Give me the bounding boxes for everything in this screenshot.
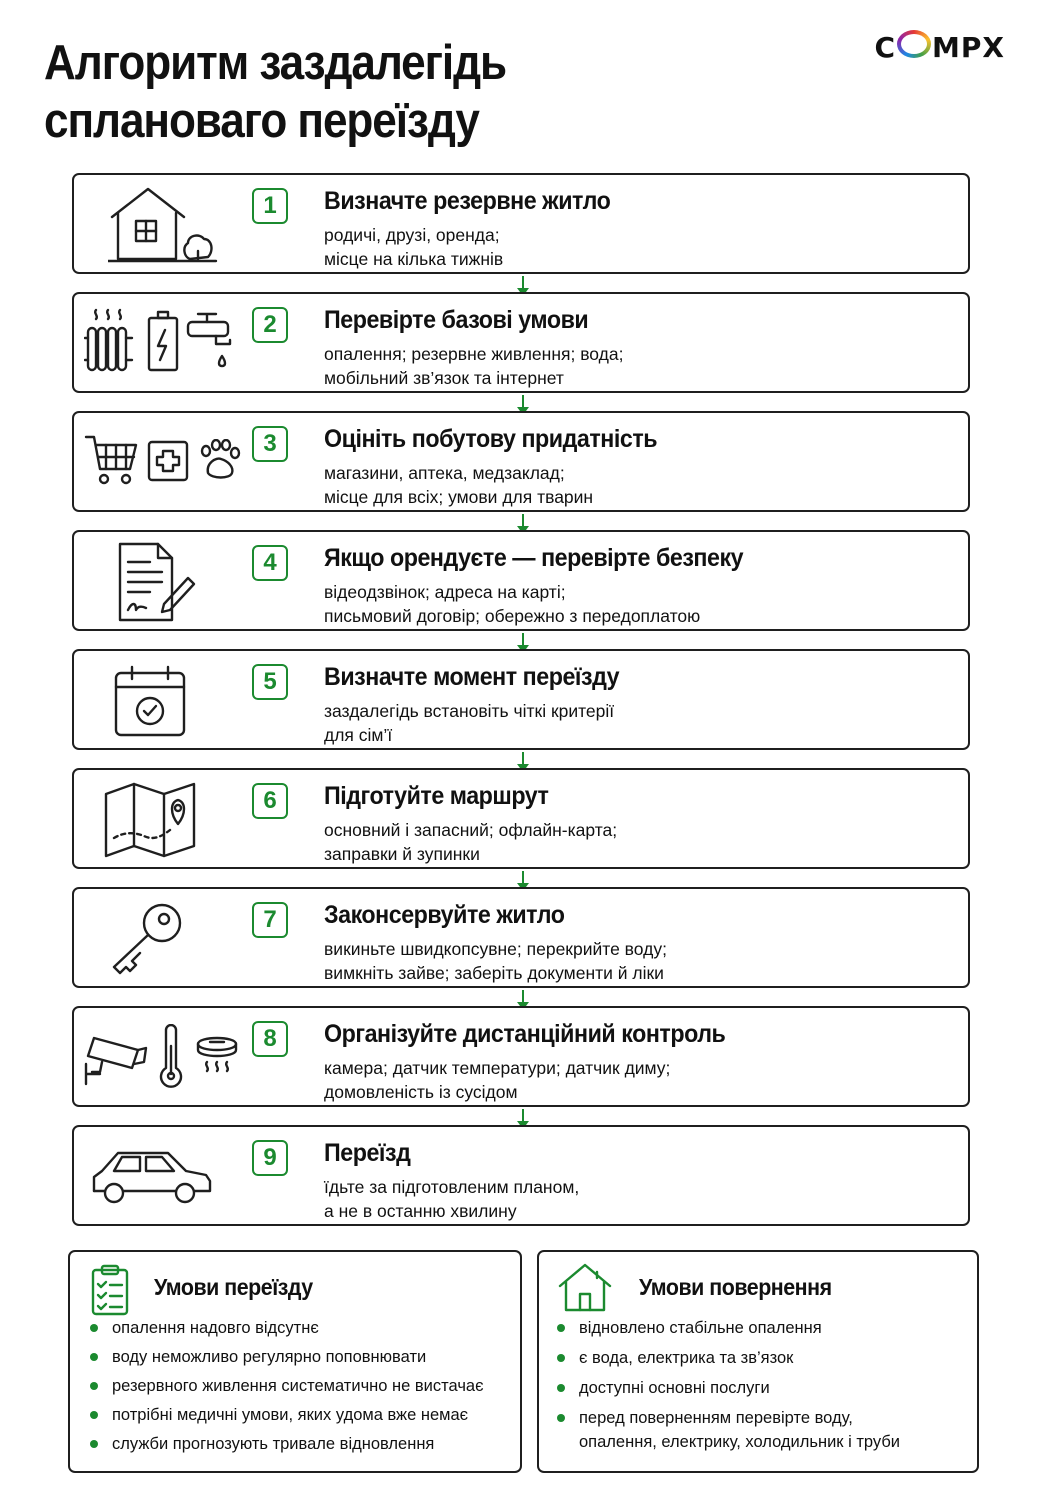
step-icons-7: [82, 895, 246, 980]
step-description-line: опалення; резервне живлення; вода;: [324, 344, 624, 364]
step-description-5: [324, 699, 614, 747]
list-item: воду неможливо регулярно поповнювати: [90, 1345, 484, 1369]
move-conditions-panel: [68, 1250, 522, 1473]
page-title: [44, 34, 506, 150]
step-icons-2: [82, 300, 246, 385]
list-item: резервного живлення систематично не вистачає: [90, 1374, 484, 1398]
list-item-line: перед поверненням перевірте воду,: [579, 1409, 853, 1427]
step-description-line: їдьте за підготовленим планом,: [324, 1177, 580, 1197]
step-card-4: [72, 530, 970, 631]
step-number-6: 6: [252, 783, 288, 819]
battery-icon: [146, 310, 180, 372]
flow-arrow: [522, 871, 524, 887]
calendar-check-icon: [112, 663, 188, 739]
step-description-3: [324, 461, 593, 509]
step-number-3: 3: [252, 426, 288, 462]
step-description-8: [324, 1056, 670, 1104]
step-title-2: Перевірте базові умови: [324, 306, 589, 334]
step-description-line: для сім’ї: [324, 725, 393, 745]
logo-text-start: C: [874, 31, 897, 64]
step-card-9: [72, 1125, 970, 1226]
step-number-7: 7: [252, 902, 288, 938]
step-description-7: [324, 937, 667, 985]
contract-icon: [116, 540, 200, 624]
list-item: потрібні медичні умови, яких удома вже немає: [90, 1403, 484, 1427]
compx-logo: [874, 30, 1005, 64]
step-icons-3: [82, 419, 246, 504]
flow-arrow: [522, 752, 524, 768]
first-aid-icon: [146, 439, 190, 485]
step-icons-4: [82, 538, 246, 623]
step-description-line: камера; датчик температури; датчик диму;: [324, 1058, 671, 1078]
step-card-3: [72, 411, 970, 512]
flow-arrow: [522, 633, 524, 649]
step-card-5: [72, 649, 970, 750]
step-description-line: а не в останню хвилину: [324, 1201, 517, 1221]
move-conditions-title: Умови переїзду: [154, 1274, 313, 1300]
checklist-icon: [90, 1264, 130, 1316]
return-conditions-list: [557, 1316, 900, 1454]
step-icons-1: [82, 181, 246, 266]
step-description-line: родичі, друзі, оренда;: [324, 225, 500, 245]
security-camera-icon: [82, 1028, 150, 1090]
thermometer-icon: [156, 1024, 186, 1090]
step-description-line: магазини, аптека, медзаклад;: [324, 463, 565, 483]
step-card-1: [72, 173, 970, 274]
flow-arrow: [522, 1109, 524, 1125]
list-item: є вода, електрика та зв’язок: [557, 1346, 900, 1370]
step-description-line: відеодзвінок; адреса на карті;: [324, 582, 566, 602]
step-description-line: заправки й зупинки: [324, 844, 480, 864]
step-title-9: Переїзд: [324, 1139, 411, 1167]
logo-ring-icon: [897, 30, 931, 58]
step-card-2: [72, 292, 970, 393]
step-description-line: основний і запасний; офлайн-карта;: [324, 820, 618, 840]
step-description-line: заздалегідь встановіть чіткі критерії: [324, 701, 615, 721]
step-number-4: 4: [252, 545, 288, 581]
step-number-9: 9: [252, 1140, 288, 1176]
return-conditions-title: Умови повернення: [639, 1274, 832, 1300]
step-title-8: Організуйте дистанційний контроль: [324, 1020, 726, 1048]
list-item: [557, 1406, 900, 1454]
radiator-icon: [84, 308, 140, 374]
list-item: опалення надовго відсутнє: [90, 1316, 484, 1340]
map-icon: [102, 780, 198, 860]
flow-arrow: [522, 276, 524, 292]
step-description-line: письмовий договір; обережно з передоплатою: [324, 606, 701, 626]
step-description-9: [324, 1175, 579, 1223]
step-title-3: Оцініть побутову придатність: [324, 425, 658, 453]
step-title-4: Якщо орендуєте — перевірте безпеку: [324, 544, 744, 572]
step-description-1: [324, 223, 503, 271]
move-conditions-list: [90, 1316, 484, 1456]
step-description-2: [324, 342, 623, 390]
step-number-8: 8: [252, 1021, 288, 1057]
step-description-line: місце для всіх; умови для тварин: [324, 487, 594, 507]
page-title-line-2: сплановаго переїзду: [44, 94, 479, 148]
step-card-8: [72, 1006, 970, 1107]
steps-list: [72, 173, 970, 1226]
water-tap-icon: [186, 308, 238, 374]
step-title-1: Визначте резервне житло: [324, 187, 611, 215]
flow-arrow: [522, 395, 524, 411]
step-title-6: Підготуйте маршрут: [324, 782, 549, 810]
step-number-1: 1: [252, 188, 288, 224]
step-icons-8: [82, 1014, 246, 1099]
step-description-6: [324, 818, 617, 866]
list-item-line: опалення, електрику, холодильник і труби: [579, 1433, 900, 1451]
step-number-2: 2: [252, 307, 288, 343]
step-title-7: Законсервуйте житло: [324, 901, 565, 929]
step-description-line: вимкніть зайве; заберіть документи й ліки: [324, 963, 664, 983]
step-icons-9: [82, 1133, 246, 1218]
house-icon: [557, 1262, 613, 1314]
return-conditions-panel: [537, 1250, 979, 1473]
house-with-tree-icon: [108, 185, 218, 265]
step-card-7: [72, 887, 970, 988]
list-item: доступні основні послуги: [557, 1376, 900, 1400]
car-icon: [90, 1145, 214, 1211]
step-number-5: 5: [252, 664, 288, 700]
page-title-line-1: Алгоритм заздалегідь: [44, 36, 507, 90]
shopping-cart-icon: [84, 433, 140, 489]
key-icon: [106, 901, 186, 977]
smoke-detector-icon: [194, 1028, 240, 1084]
paw-icon: [196, 439, 242, 485]
step-description-line: домовленість із сусідом: [324, 1082, 518, 1102]
list-item: служби прогнозують тривале відновлення: [90, 1432, 484, 1456]
step-card-6: [72, 768, 970, 869]
step-description-line: мобільний зв’язок та інтернет: [324, 368, 564, 388]
step-icons-6: [82, 776, 246, 861]
step-title-5: Визначте момент переїзду: [324, 663, 620, 691]
step-description-4: [324, 580, 700, 628]
flow-arrow: [522, 990, 524, 1006]
flow-arrow: [522, 514, 524, 530]
logo-text-end: MPX: [932, 31, 1005, 64]
step-description-line: викиньте швидкопсувне; перекрийте воду;: [324, 939, 667, 959]
step-description-line: місце на кілька тижнів: [324, 249, 504, 269]
list-item: відновлено стабільне опалення: [557, 1316, 900, 1340]
step-icons-5: [82, 657, 246, 742]
